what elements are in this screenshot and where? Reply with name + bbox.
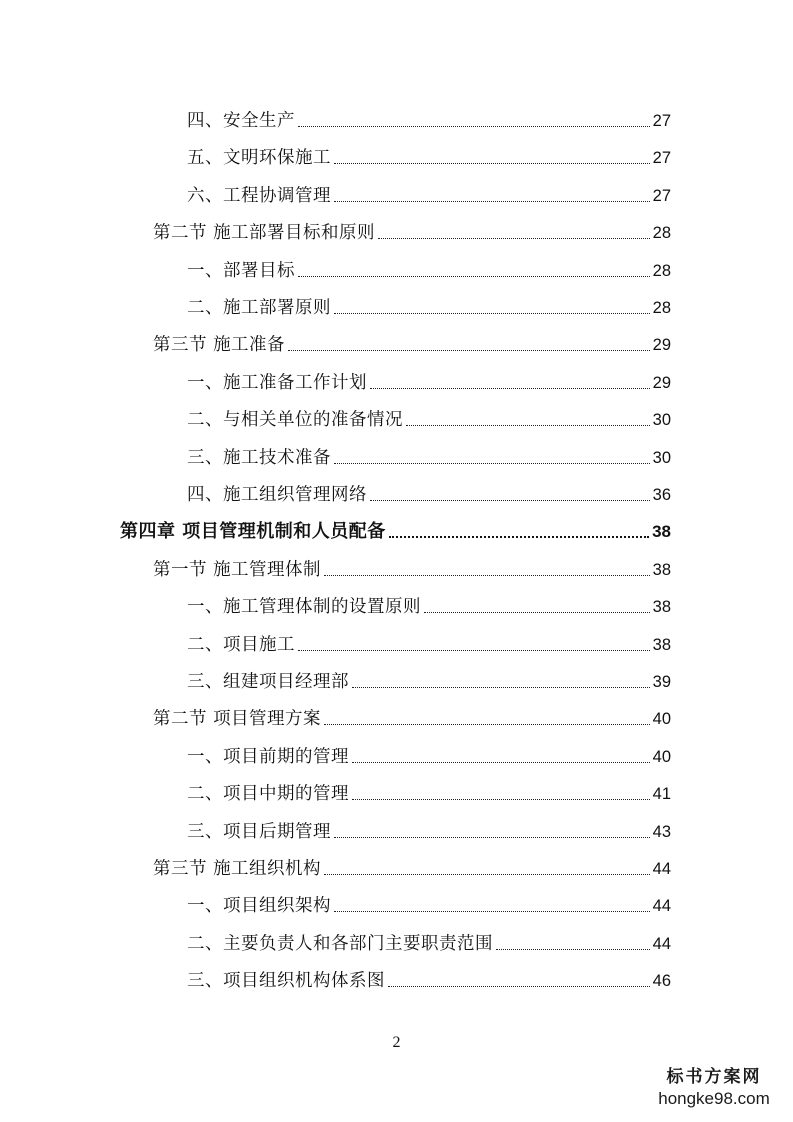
toc-entry[interactable] [187,181,671,207]
watermark-logo [649,1066,779,1110]
toc-entry[interactable] [187,443,671,469]
toc-entry-page: 36 [652,486,671,504]
toc-entry[interactable] [187,630,671,656]
toc-entry-chapter[interactable] [120,517,671,543]
toc-entry[interactable] [153,330,671,356]
toc-entry[interactable] [153,854,671,880]
toc-entry-page: 30 [652,411,671,430]
dot-leader [378,238,650,239]
toc-entry-label: 一、部署目标 [187,260,295,281]
toc-entry-label: 一、项目组织架构 [187,896,331,917]
toc-entry-label: 第四章 项目管理机制和人员配备 [120,521,386,543]
toc-entry-page: 43 [652,822,671,841]
toc-entry-page: 38 [652,522,671,542]
dot-leader [424,612,650,613]
toc-entry-label: 三、项目组织机构体系图 [187,971,385,992]
toc-entry[interactable] [187,293,671,319]
toc-entry-page: 29 [652,373,671,392]
toc-entry-label: 四、安全生产 [187,111,295,131]
toc-entry[interactable] [187,817,671,843]
toc-entry-label: 三、项目后期管理 [187,821,331,842]
dot-leader [334,911,650,912]
toc-entry[interactable] [187,143,671,169]
toc-entry-page: 44 [652,934,671,953]
toc-entry-page: 27 [652,149,671,168]
toc-entry[interactable] [153,704,671,730]
toc-entry[interactable] [187,480,671,506]
toc-entry-label: 二、施工部署原则 [187,298,331,318]
toc-entry-label: 一、施工管理体制的设置原则 [187,597,421,618]
toc-entry-page: 30 [652,448,671,467]
toc-entry-label: 第三节 施工准备 [153,335,286,356]
toc-entry-label: 五、文明环保施工 [187,148,331,169]
toc-entry-page: 41 [652,785,671,804]
dot-leader [352,762,650,763]
toc-entry-page: 44 [652,897,671,916]
toc-entry-page: 27 [652,186,671,205]
toc-entry-label: 二、主要负责人和各部门主要职责范围 [187,933,493,954]
dot-leader [388,986,650,987]
toc-entry-page: 40 [652,747,671,766]
watermark-url: hongke98.com [658,1089,770,1108]
dot-leader [298,276,650,277]
page-number: 2 [392,1034,401,1051]
dot-leader [496,949,650,950]
dot-leader [352,799,650,800]
toc-entry[interactable] [187,966,671,992]
toc-entry[interactable] [187,929,671,955]
toc-entry[interactable] [187,405,671,431]
toc-entry-page: 38 [652,635,671,654]
toc-entry[interactable] [187,742,671,768]
toc-entry-label: 二、与相关单位的准备情况 [187,410,403,431]
dot-leader [324,575,650,576]
toc-entry[interactable] [153,218,671,244]
dot-leader [334,463,650,464]
toc-entry-label: 第一节 施工管理体制 [153,559,322,580]
dot-leader [334,837,650,838]
toc-entry-page: 39 [652,673,671,691]
toc-entry[interactable] [187,256,671,282]
dot-leader [298,126,650,127]
toc-entry[interactable] [187,779,671,805]
dot-leader [334,163,650,164]
dot-leader [370,500,650,501]
toc-entry-label: 六、工程协调管理 [187,185,331,206]
toc-entry-label: 第三节 施工组织机构 [153,859,322,879]
toc-entry-label: 一、项目前期的管理 [187,746,349,767]
dot-leader [298,650,650,651]
toc-entry-page: 28 [652,224,671,243]
toc-entry-label: 二、项目施工 [187,634,295,655]
toc-entry[interactable] [187,667,671,693]
dot-leader [389,536,649,538]
dot-leader [324,874,650,875]
toc-entry-page: 38 [652,598,671,617]
dot-leader [406,425,650,426]
toc-entry-page: 38 [652,560,671,579]
dot-leader [324,724,650,725]
toc-entry[interactable] [187,891,671,917]
dot-leader [370,388,650,389]
toc-entry-label: 一、施工准备工作计划 [187,372,367,393]
toc-entry-label: 第二节 施工部署目标和原则 [153,223,376,244]
toc-entry-label: 二、项目中期的管理 [187,784,349,805]
toc-entry[interactable] [153,555,671,581]
toc-entry[interactable] [187,368,671,394]
toc-entry-page: 28 [652,261,671,280]
toc-entry-page: 46 [652,972,671,991]
dot-leader [334,313,650,314]
toc-entry-page: 29 [652,336,671,355]
toc-entry-page: 27 [652,112,671,130]
toc-entry-label: 四、施工组织管理网络 [187,485,367,505]
toc-entry[interactable] [187,592,671,618]
dot-leader [352,687,650,688]
toc-entry-label: 三、施工技术准备 [187,447,331,468]
toc-entry-label: 三、组建项目经理部 [187,672,349,692]
toc-entry-label: 第二节 项目管理方案 [153,709,322,730]
toc-entry[interactable] [187,106,671,132]
toc-entry-page: 28 [652,299,671,317]
watermark-title: 标书方案网 [666,1067,762,1087]
dot-leader [288,350,650,351]
toc-entry-page: 44 [652,860,671,878]
dot-leader [334,201,650,202]
toc-entry-page: 40 [652,710,671,729]
